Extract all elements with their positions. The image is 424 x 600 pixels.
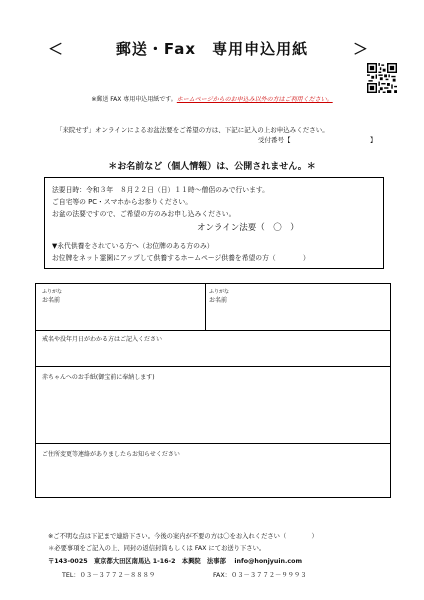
reception-label: 受付番号【 (258, 136, 291, 144)
title-text: 郵送・Fax 専用申込用紙 (115, 40, 309, 58)
web-memorial-option[interactable]: お位牌をネット霊園にアップして供養するホームページ供養を希望の方（ ） (52, 254, 310, 262)
right-bracket: ＞ (353, 40, 370, 58)
footer-address: 〒143-0025 東京都大田区南馬込 1-16-2 本興院 法事部 info@honjyuin.com (48, 558, 303, 565)
service-date-line: 法要日時：令和３年 ８月２２日（日）１１時～僧侶のみで行います。 (52, 186, 269, 194)
page-title (0, 38, 424, 59)
name-label-1: お名前 (42, 297, 61, 304)
notice-prefix: ※郵送 FAX 専用申込用紙です。 (91, 96, 177, 103)
reception-number (258, 135, 377, 144)
kaimyo-label: 戒名や没年月日がわかる方はご記入ください (42, 336, 163, 343)
address-change-label: ご住所変更等連絡がありましたらお知らせください (42, 451, 180, 458)
footer-inquiry: ※ご不明な点は下記まで連絡下さい。今後の案内が不要の方は〇をお入れください（ ） (48, 533, 318, 540)
online-service-option[interactable]: オンライン法要（ 〇 ） (197, 223, 299, 233)
name-field-1[interactable] (36, 284, 206, 331)
footer-instructions: ＊必要事項をご記入の上、同封の返信封筒もしくは FAX にてお送り下さい。 (48, 545, 266, 552)
application-form (35, 283, 391, 498)
footer-fax: FAX：０３－３７７２－９９９３ (213, 572, 307, 579)
intro-text: 「来院せず」オンラインによるお盆法要をご希望の方は、下記に記入の上お申込みください。 (56, 126, 329, 134)
name-label-2: お名前 (209, 297, 228, 304)
service-apply-line: お盆の法要ですので、ご希望の方のみお申し込みください。 (52, 210, 236, 218)
service-info-box (44, 177, 384, 269)
furigana-label-1: ふりがな (42, 289, 63, 295)
qr-code-icon (367, 63, 397, 93)
reception-close: 】 (370, 136, 377, 144)
privacy-heading: ＊お名前など（個人情報）は、公開されません。＊ (108, 162, 316, 172)
notice-line (0, 94, 424, 103)
eternal-memorial-line: ▼永代供養をされている方へ（お位牌のある方のみ） (52, 242, 214, 250)
furigana-label-2: ふりがな (209, 289, 230, 295)
footer-tel: TEL：０３－３７７２－８８８９ (62, 572, 156, 579)
service-device-line: ご自宅等の PC・スマホからお参りください。 (52, 198, 193, 206)
name-field-2[interactable] (206, 284, 390, 331)
left-bracket: ＜ (48, 40, 65, 58)
kaimyo-field[interactable] (36, 331, 390, 367)
baby-letter-field[interactable] (36, 367, 390, 444)
baby-letter-label: 赤ちゃんへのお手紙(御宝前に奉納します) (42, 374, 155, 381)
address-change-field[interactable] (36, 444, 390, 496)
notice-warning: ホームページからのお申込み以外の方はご利用ください。 (176, 96, 333, 103)
